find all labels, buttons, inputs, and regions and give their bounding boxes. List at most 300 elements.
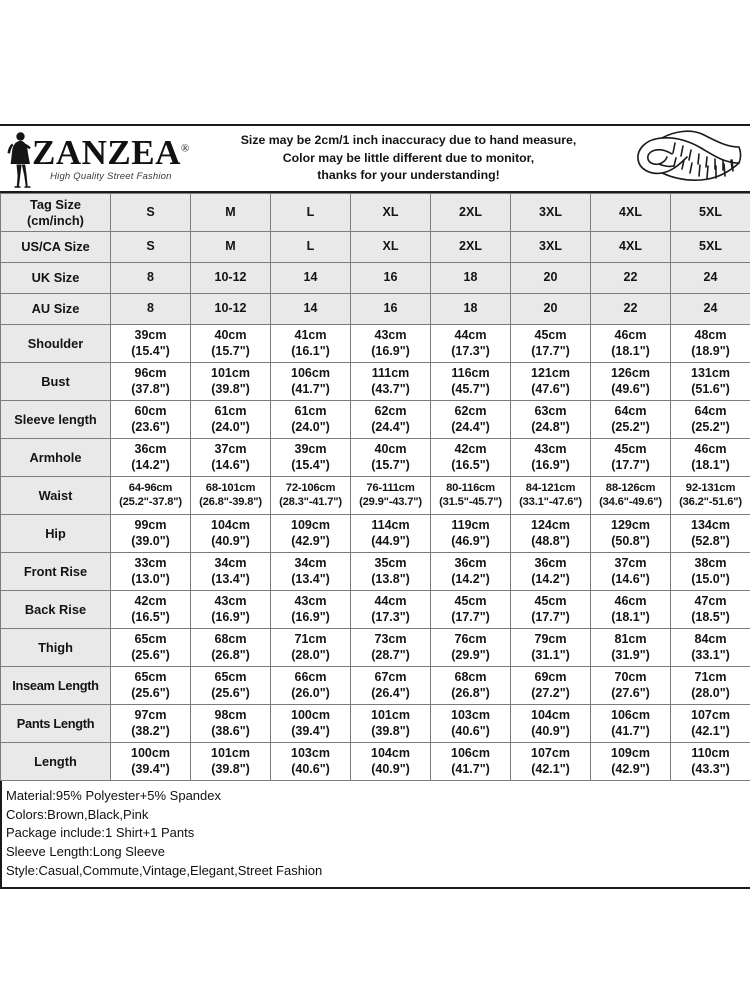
measurement-inch: (25.6") xyxy=(211,685,250,700)
measurement-inch: (51.6") xyxy=(691,381,730,396)
size-cell: 20 xyxy=(511,294,591,325)
size-cell: L xyxy=(271,232,351,263)
measurement-inch: (39.8") xyxy=(211,381,250,396)
measurement-cm: 64cm xyxy=(694,404,727,418)
measurement-cm: 103cm xyxy=(451,708,490,722)
measurement-inch: (42.1") xyxy=(531,761,570,776)
measurement-cell xyxy=(111,401,191,439)
row-label-line: Tag Size xyxy=(30,196,81,212)
measurement-cm: 124cm xyxy=(531,518,570,532)
measurement-cm: 39cm xyxy=(134,328,167,342)
measurement-inch: (25.2"-37.8") xyxy=(119,495,182,508)
measurement-inch: (24.4") xyxy=(451,419,490,434)
measurement-inch: (38.2") xyxy=(131,723,170,738)
measurement-inch: (26.0") xyxy=(291,685,330,700)
measurement-cell xyxy=(111,439,191,477)
measurement-cm: 38cm xyxy=(694,556,727,570)
measurement-cm: 39cm xyxy=(294,442,327,456)
measurement-cm: 76-111cm xyxy=(366,481,415,494)
table-row xyxy=(1,667,750,705)
measurement-cm: 104cm xyxy=(371,746,410,760)
measurement-cm: 103cm xyxy=(291,746,330,760)
measurement-cell xyxy=(271,363,351,401)
measurement-cm: 36cm xyxy=(134,442,167,456)
measurement-cell xyxy=(191,325,271,363)
table-row xyxy=(1,325,750,363)
measurement-cm: 71cm xyxy=(694,670,727,684)
measurement-inch: (49.6") xyxy=(611,381,650,396)
measurement-inch: (24.8") xyxy=(531,419,570,434)
measurement-inch: (13.0") xyxy=(131,571,170,586)
measurement-cm: 48cm xyxy=(694,328,727,342)
measurement-cell xyxy=(591,591,671,629)
detail-line: Style:Casual,Commute,Vintage,Elegant,Street Fashion xyxy=(6,862,323,878)
measurement-cell xyxy=(111,553,191,591)
measurement-inch: (29.9") xyxy=(451,647,490,662)
measurement-cell xyxy=(111,667,191,705)
measurement-cell xyxy=(351,705,431,743)
size-cell: 20 xyxy=(511,263,591,294)
measurement-inch: (31.9") xyxy=(611,647,650,662)
measurement-inch: (45.7") xyxy=(451,381,490,396)
measurement-inch: (17.7") xyxy=(531,343,570,358)
detail-line: Sleeve Length:Long Sleeve xyxy=(6,844,166,860)
measurement-cell xyxy=(351,515,431,553)
measurement-cm: 72-106cm xyxy=(285,481,336,494)
measurement-cm: 64-96cm xyxy=(128,481,173,494)
size-cell: 10-12 xyxy=(191,263,271,294)
measurement-cell xyxy=(191,591,271,629)
measurement-cell xyxy=(191,553,271,591)
table-row xyxy=(1,401,750,439)
measurement-cm: 106cm xyxy=(611,708,650,722)
row-label-line: US/CA Size xyxy=(21,239,90,255)
measurement-cell xyxy=(591,553,671,591)
measurement-inch: (52.8") xyxy=(691,533,730,548)
measurement-inch: (41.7") xyxy=(611,723,650,738)
measurement-inch: (37.8") xyxy=(131,381,170,396)
measurement-cell xyxy=(511,325,591,363)
notice-line-3: thanks for your understanding! xyxy=(317,168,500,183)
measurement-cm: 36cm xyxy=(534,556,567,570)
measurement-cell xyxy=(431,515,511,553)
measurement-cm: 46cm xyxy=(614,328,647,342)
measurement-cell xyxy=(111,629,191,667)
measurement-cm: 110cm xyxy=(691,746,730,760)
measurement-inch: (28.0") xyxy=(291,647,330,662)
measurement-cm: 81cm xyxy=(614,632,647,646)
measurement-cm: 44cm xyxy=(374,594,407,608)
measurement-cm: 35cm xyxy=(374,556,407,570)
measurement-cm: 60cm xyxy=(134,404,167,418)
measurement-cm: 84-121cm xyxy=(525,481,576,494)
measurement-cm: 45cm xyxy=(534,328,567,342)
measurement-inch: (28.3"-41.7") xyxy=(279,495,342,508)
size-cell: 14 xyxy=(271,294,351,325)
measurement-cell xyxy=(271,439,351,477)
measurement-cm: 76cm xyxy=(454,632,487,646)
measurement-cm: 43cm xyxy=(374,328,407,342)
measurement-inch: (14.6") xyxy=(211,457,250,472)
brand-text-block xyxy=(32,135,190,182)
measurement-cm: 42cm xyxy=(454,442,487,456)
notice-line-2: Color may be little different due to monitor, xyxy=(282,150,535,165)
measurement-cm: 65cm xyxy=(134,670,167,684)
measurement-cell xyxy=(511,477,591,515)
table-row xyxy=(1,232,750,263)
row-label: Length xyxy=(1,743,111,781)
measurement-cell xyxy=(271,667,351,705)
measurement-cm: 96cm xyxy=(134,366,167,380)
brand-tagline: High Quality Street Fashion xyxy=(50,171,172,182)
measurement-cell xyxy=(111,743,191,781)
size-cell: 3XL xyxy=(511,232,591,263)
measurement-cell xyxy=(271,553,351,591)
measurement-inch: (18.1") xyxy=(611,609,650,624)
size-cell: 16 xyxy=(351,263,431,294)
measurement-cell xyxy=(591,667,671,705)
measurement-inch: (42.1") xyxy=(691,723,730,738)
measurement-cm: 62cm xyxy=(374,404,407,418)
measurement-cell xyxy=(191,743,271,781)
detail-line: Material:95% Polyester+5% Spandex xyxy=(6,788,221,803)
measurement-inch: (16.5") xyxy=(131,609,170,624)
measurement-cell xyxy=(431,363,511,401)
measurement-cm: 62cm xyxy=(454,404,487,418)
size-cell: 18 xyxy=(431,294,511,325)
measurement-cell xyxy=(511,591,591,629)
measurement-cell xyxy=(191,401,271,439)
measurement-inch: (25.6") xyxy=(131,647,170,662)
row-label: Thigh xyxy=(1,629,111,667)
measurement-cm: 71cm xyxy=(294,632,327,646)
measurement-cm: 68-101cm xyxy=(205,481,256,494)
measurement-cm: 92-131cm xyxy=(685,481,736,494)
measurement-cell xyxy=(351,553,431,591)
measurement-cm: 100cm xyxy=(131,746,170,760)
measurement-cm: 70cm xyxy=(614,670,647,684)
measurement-cell xyxy=(191,363,271,401)
measurement-cm: 101cm xyxy=(211,746,250,760)
size-cell: 5XL xyxy=(671,194,750,232)
measurement-inch: (43.7") xyxy=(371,381,410,396)
measurement-cm: 65cm xyxy=(214,670,247,684)
measurement-inch: (18.9") xyxy=(691,343,730,358)
row-label: Back Rise xyxy=(1,591,111,629)
measurement-inch: (27.2") xyxy=(531,685,570,700)
measurement-cell xyxy=(191,629,271,667)
measurement-inch: (33.1"-47.6") xyxy=(519,495,582,508)
measurement-inch: (16.9") xyxy=(211,609,250,624)
measurement-cell xyxy=(431,477,511,515)
measurement-cell xyxy=(351,401,431,439)
measurement-cell xyxy=(671,591,750,629)
measurement-inch: (16.5") xyxy=(451,457,490,472)
measurement-inch: (14.2") xyxy=(531,571,570,586)
measurement-inch: (17.7") xyxy=(611,457,650,472)
measurement-cell xyxy=(671,363,750,401)
size-cell: 2XL xyxy=(431,194,511,232)
table-row xyxy=(1,705,750,743)
measurement-inch: (14.2") xyxy=(131,457,170,472)
row-label xyxy=(1,194,111,232)
measurement-cm: 34cm xyxy=(214,556,247,570)
row-label-line: (cm/inch) xyxy=(27,212,84,228)
measurement-cell xyxy=(591,363,671,401)
measurement-cell xyxy=(191,705,271,743)
measurement-inch: (26.4") xyxy=(371,685,410,700)
size-cell: 8 xyxy=(111,294,191,325)
measurement-cell xyxy=(591,629,671,667)
measurement-cm: 45cm xyxy=(534,594,567,608)
measurement-inch: (46.9") xyxy=(451,533,490,548)
measurement-cm: 43cm xyxy=(534,442,567,456)
registered-mark-icon: ® xyxy=(180,142,190,155)
size-cell: M xyxy=(191,194,271,232)
measurement-inch: (28.7") xyxy=(371,647,410,662)
measurement-inch: (34.6"-49.6") xyxy=(599,495,662,508)
measurement-inch: (24.4") xyxy=(371,419,410,434)
measurement-inch: (39.8") xyxy=(211,761,250,776)
measurement-cm: 119cm xyxy=(451,518,490,532)
measurement-cm: 64cm xyxy=(614,404,647,418)
measurement-inch: (47.6") xyxy=(531,381,570,396)
measurement-inch: (15.7") xyxy=(211,343,250,358)
measurement-cm: 67cm xyxy=(374,670,407,684)
measurement-cm: 101cm xyxy=(211,366,250,380)
measurement-cell xyxy=(431,705,511,743)
measurement-inch: (41.7") xyxy=(291,381,330,396)
measurement-cell xyxy=(351,363,431,401)
measurement-cm: 41cm xyxy=(294,328,327,342)
measurement-cm: 42cm xyxy=(134,594,167,608)
measurement-cell xyxy=(271,477,351,515)
brand-wordmark: ZANZEA® xyxy=(32,133,190,172)
measurement-cell xyxy=(111,705,191,743)
measurement-inch: (15.4") xyxy=(131,343,170,358)
measurement-cm: 46cm xyxy=(614,594,647,608)
table-row xyxy=(1,629,750,667)
measurement-cell xyxy=(591,401,671,439)
table-row xyxy=(1,439,750,477)
measurement-inch: (16.1") xyxy=(291,343,330,358)
measurement-cell xyxy=(191,667,271,705)
row-label: Shoulder xyxy=(1,325,111,363)
measurement-cell xyxy=(671,477,750,515)
measurement-cell xyxy=(511,743,591,781)
measurement-cm: 99cm xyxy=(134,518,167,532)
measurement-inch: (42.9") xyxy=(291,533,330,548)
measurement-inch: (24.0") xyxy=(291,419,330,434)
table-row xyxy=(1,477,750,515)
measurement-cell xyxy=(431,629,511,667)
measurement-cm: 68cm xyxy=(214,632,247,646)
measurement-cm: 107cm xyxy=(531,746,570,760)
measurement-inch: (50.8") xyxy=(611,533,650,548)
size-cell: 4XL xyxy=(591,232,671,263)
measurement-cell xyxy=(271,743,351,781)
measurement-cm: 33cm xyxy=(134,556,167,570)
measurement-inch: (40.9") xyxy=(531,723,570,738)
size-cell: 2XL xyxy=(431,232,511,263)
measurement-cell xyxy=(671,743,750,781)
measurement-cm: 107cm xyxy=(691,708,730,722)
size-cell: 22 xyxy=(591,294,671,325)
measurement-cm: 106cm xyxy=(291,366,330,380)
measurement-inch: (18.1") xyxy=(691,457,730,472)
size-cell: M xyxy=(191,232,271,263)
measurement-cm: 104cm xyxy=(531,708,570,722)
measurement-cm: 101cm xyxy=(371,708,410,722)
measurement-cm: 126cm xyxy=(611,366,650,380)
measurement-cm: 88-126cm xyxy=(605,481,656,494)
measurement-cm: 109cm xyxy=(291,518,330,532)
measurement-cell xyxy=(671,667,750,705)
measurement-cm: 44cm xyxy=(454,328,487,342)
measurement-cell xyxy=(591,439,671,477)
size-cell: 14 xyxy=(271,263,351,294)
measurement-cell xyxy=(671,515,750,553)
measurement-cell xyxy=(671,553,750,591)
measurement-cm: 104cm xyxy=(211,518,250,532)
measurement-cm: 36cm xyxy=(454,556,487,570)
measurement-inch: (23.6") xyxy=(131,419,170,434)
row-label: Bust xyxy=(1,363,111,401)
measurement-inch: (26.8") xyxy=(451,685,490,700)
row-label: Front Rise xyxy=(1,553,111,591)
measurement-cell xyxy=(351,667,431,705)
measurement-inch: (18.1") xyxy=(611,343,650,358)
row-label: Waist xyxy=(1,477,111,515)
table-row xyxy=(1,743,750,781)
measurement-inch: (38.6") xyxy=(211,723,250,738)
measurement-cell xyxy=(351,477,431,515)
row-label: Sleeve length xyxy=(1,401,111,439)
measurement-cm: 121cm xyxy=(531,366,570,380)
measurement-cm: 98cm xyxy=(214,708,247,722)
measurement-inch: (26.8"-39.8") xyxy=(199,495,262,508)
row-label xyxy=(1,263,111,294)
measurement-cell xyxy=(111,363,191,401)
measurement-inch: (31.5"-45.7") xyxy=(439,495,502,508)
table-row xyxy=(1,591,750,629)
tape-measure-icon xyxy=(625,126,750,191)
size-cell: 5XL xyxy=(671,232,750,263)
size-cell: 4XL xyxy=(591,194,671,232)
measurement-cell xyxy=(511,439,591,477)
measurement-inch: (17.7") xyxy=(451,609,490,624)
measurement-cm: 79cm xyxy=(534,632,567,646)
measurement-inch: (27.6") xyxy=(611,685,650,700)
measurement-cell xyxy=(111,515,191,553)
measurement-inch: (13.8") xyxy=(371,571,410,586)
measurement-cell xyxy=(511,553,591,591)
measurement-cm: 129cm xyxy=(611,518,650,532)
measurement-cell xyxy=(431,553,511,591)
measurement-inch: (13.4") xyxy=(291,571,330,586)
measurement-cell xyxy=(111,477,191,515)
measurement-inch: (39.0") xyxy=(131,533,170,548)
measurement-inch: (39.8") xyxy=(371,723,410,738)
measurement-inch: (40.6") xyxy=(451,723,490,738)
measurement-cm: 111cm xyxy=(371,366,410,380)
measurement-cell xyxy=(431,325,511,363)
measurement-cell xyxy=(431,439,511,477)
row-label: Pants Length xyxy=(1,705,111,743)
row-label: Inseam Length xyxy=(1,667,111,705)
measurement-cm: 66cm xyxy=(294,670,327,684)
measurement-cm: 68cm xyxy=(454,670,487,684)
table-row xyxy=(1,363,750,401)
measurement-cm: 43cm xyxy=(214,594,247,608)
measurement-cell xyxy=(511,629,591,667)
measurement-cm: 45cm xyxy=(454,594,487,608)
measurement-inch: (17.3") xyxy=(451,343,490,358)
measurement-cm: 134cm xyxy=(691,518,730,532)
measurement-cell xyxy=(111,591,191,629)
size-cell: S xyxy=(111,232,191,263)
measurement-cm: 61cm xyxy=(214,404,247,418)
measurement-cm: 114cm xyxy=(371,518,410,532)
notice-line-1: Size may be 2cm/1 inch inaccuracy due to hand measure, xyxy=(240,133,577,148)
measurement-cell xyxy=(191,477,271,515)
chart-banner xyxy=(0,124,750,193)
measurement-cell xyxy=(511,363,591,401)
measurement-cell xyxy=(671,401,750,439)
row-label-line: AU Size xyxy=(31,301,80,317)
measurement-cell xyxy=(591,743,671,781)
measurement-inch: (24.0") xyxy=(211,419,250,434)
measurement-inch: (14.2") xyxy=(451,571,490,586)
measurement-cell xyxy=(271,515,351,553)
measurement-cm: 40cm xyxy=(374,442,407,456)
measurement-cell xyxy=(271,591,351,629)
measurement-cm: 63cm xyxy=(534,404,567,418)
measurement-inch: (31.1") xyxy=(531,647,570,662)
measurement-inch: (43.3") xyxy=(691,761,730,776)
size-cell: 24 xyxy=(671,294,750,325)
row-label xyxy=(1,294,111,325)
measurement-cm: 46cm xyxy=(694,442,727,456)
measurement-inch: (16.9") xyxy=(371,343,410,358)
measurement-cell xyxy=(431,667,511,705)
measurement-cm: 109cm xyxy=(611,746,650,760)
size-chart-table xyxy=(0,193,750,781)
size-cell: XL xyxy=(351,232,431,263)
detail-line: Colors:Brown,Black,Pink xyxy=(6,806,149,822)
measurement-cell xyxy=(111,325,191,363)
measurement-cm: 84cm xyxy=(694,632,727,646)
measurement-inch: (40.9") xyxy=(211,533,250,548)
row-label xyxy=(1,232,111,263)
measurement-cell xyxy=(431,743,511,781)
row-label: Armhole xyxy=(1,439,111,477)
measurement-inch: (25.2") xyxy=(611,419,650,434)
measurement-cell xyxy=(591,705,671,743)
measurement-cm: 80-116cm xyxy=(446,481,495,494)
measurement-inch: (48.8") xyxy=(531,533,570,548)
measurement-cm: 61cm xyxy=(294,404,327,418)
measurement-cm: 47cm xyxy=(694,594,727,608)
measurement-inch: (44.9") xyxy=(371,533,410,548)
size-cell: 3XL xyxy=(511,194,591,232)
measurement-notice xyxy=(192,132,625,184)
measurement-inch: (14.6") xyxy=(611,571,650,586)
measurement-inch: (28.0") xyxy=(691,685,730,700)
measurement-cm: 37cm xyxy=(214,442,247,456)
measurement-inch: (15.4") xyxy=(291,457,330,472)
measurement-inch: (39.4") xyxy=(291,723,330,738)
